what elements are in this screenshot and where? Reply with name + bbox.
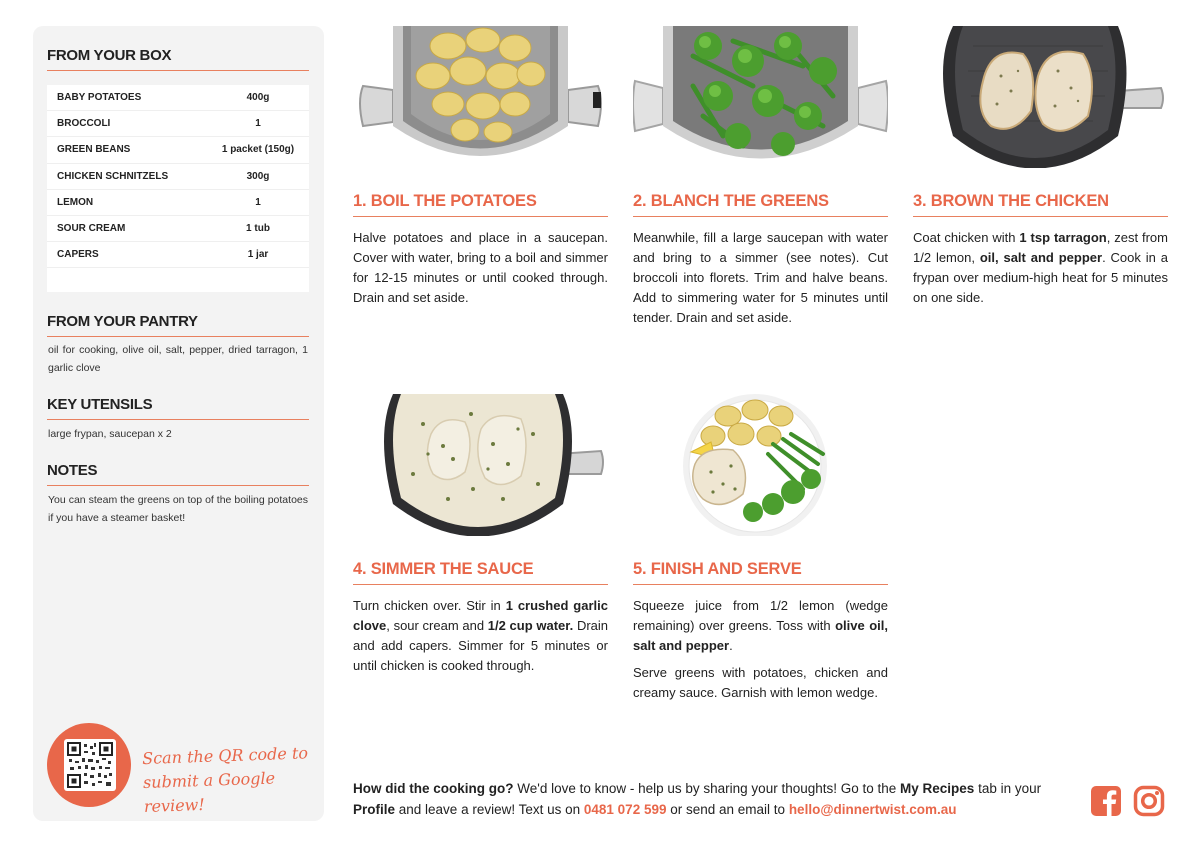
bold-text: oil, salt and pepper	[979, 250, 1103, 265]
pantry-heading-rule	[47, 336, 309, 337]
step-1-body	[353, 228, 608, 308]
step-4-image	[353, 394, 608, 536]
body-text: Turn chicken over. Stir in	[353, 598, 506, 613]
step-2-rule	[633, 216, 888, 217]
ingredient-name: BABY POTATOES	[57, 92, 142, 104]
box-heading-rule	[47, 70, 309, 71]
ingredient-qty: 400g	[246, 92, 270, 104]
step-1-image	[353, 26, 608, 168]
ingredient-row	[47, 190, 309, 216]
body-text: Drain and add capers. Simmer for 5 minutes or until chicken is cooked through.	[353, 618, 609, 673]
bold-text: How did the cooking go?	[353, 781, 514, 796]
body-text: tab in your	[974, 781, 1042, 796]
ingredient-name: SOUR CREAM	[57, 223, 126, 235]
step-5-image	[633, 394, 888, 536]
ingredient-qty: 1 jar	[247, 249, 269, 261]
step-2-body	[633, 228, 888, 328]
step-3-image	[913, 26, 1168, 168]
body-text: Serve greens with potatoes, chicken and creamy sauce. Garnish with lemon wedge.	[633, 665, 888, 700]
body-text: , zest from 1/2 lemon,	[913, 230, 1168, 265]
pantry-heading: FROM YOUR PANTRY	[47, 313, 198, 330]
bold-text: 1 tsp tarragon	[1019, 230, 1107, 245]
sidebar	[33, 26, 324, 821]
step-2-image	[633, 26, 888, 168]
step-1-rule	[353, 216, 608, 217]
body-text: Meanwhile, fill a large saucepan with water and bring to a simmer (see notes). Cut broccoli into florets. Trim and halve beans. Add to simmering water for 5 minutes until tender. Drain and set aside.	[633, 230, 888, 325]
step-5-body	[633, 596, 888, 703]
qr-caption-line1: Scan the QR code to	[141, 743, 309, 769]
body-text: .	[729, 638, 733, 653]
bold-text: 1/2 cup water.	[487, 618, 574, 633]
step-2-title: 2. BLANCH THE GREENS	[633, 192, 829, 210]
feedback-footer	[353, 778, 1073, 820]
bold-text: olive oil, salt and pepper	[633, 618, 888, 653]
step-paragraph	[633, 228, 888, 328]
facebook-icon[interactable]	[1090, 785, 1122, 817]
body-text: and leave a review! Text us on	[395, 802, 584, 817]
step-4-body	[353, 596, 608, 676]
qr-code[interactable]	[64, 739, 116, 791]
body-text: Halve potatoes and place in a saucepan. Cover with water, bring to a boil and simmer for 12-15 minutes or until cooked through. Drain and set aside.	[353, 230, 608, 305]
ingredient-row	[47, 111, 309, 137]
qr-caption-line2: submit a Google review!	[142, 768, 276, 817]
contact-link[interactable]: hello@dinnertwist.com.au	[788, 802, 957, 817]
ingredient-qty: 1 tub	[246, 223, 270, 235]
step-4-title: 4. SIMMER THE SAUCE	[353, 560, 534, 578]
body-text: Squeeze juice from 1/2 lemon (wedge remaining) over greens. Toss with	[633, 598, 888, 633]
ingredient-row	[47, 164, 309, 190]
contact-link[interactable]: 0481 072 599	[583, 802, 667, 817]
ingredient-row	[47, 137, 309, 163]
body-text: We'd love to know - help us by sharing your thoughts! Go to the	[513, 781, 901, 796]
ingredient-row	[47, 242, 309, 268]
body-text: . Cook in a frypan over medium-high heat for 5 minutes on one side.	[913, 250, 1168, 305]
box-ingredients-table	[47, 85, 309, 292]
pantry-text: oil for cooking, olive oil, salt, pepper, dried tarragon, 1 garlic clove	[48, 344, 308, 374]
step-paragraph	[913, 228, 1168, 308]
ingredient-qty: 300g	[246, 170, 270, 182]
notes-heading-rule	[47, 485, 309, 486]
ingredient-name: BROCCOLI	[57, 118, 111, 130]
step-3-title: 3. BROWN THE CHICKEN	[913, 192, 1109, 210]
step-paragraph	[353, 228, 608, 308]
ingredient-name: CHICKEN SCHNITZELS	[57, 170, 169, 182]
step-1-title: 1. BOIL THE POTATOES	[353, 192, 537, 210]
ingredient-name: LEMON	[57, 196, 94, 208]
ingredient-qty: 1 packet (150g)	[221, 144, 295, 156]
bold-text: My Recipes	[900, 781, 975, 796]
utensils-heading-rule	[47, 419, 309, 420]
step-paragraph	[633, 663, 888, 703]
bold-text: Profile	[353, 802, 396, 817]
step-3-body	[913, 228, 1168, 308]
step-paragraph	[353, 596, 608, 676]
ingredient-row-empty	[47, 268, 309, 292]
notes-heading: NOTES	[47, 462, 98, 479]
utensils-text: large frypan, saucepan x 2	[48, 428, 172, 440]
utensils-heading: KEY UTENSILS	[47, 396, 153, 413]
step-3-rule	[913, 216, 1168, 217]
step-5-title: 5. FINISH AND SERVE	[633, 560, 802, 578]
step-paragraph	[633, 596, 888, 656]
ingredient-qty: 1	[255, 196, 261, 208]
ingredient-qty: 1	[255, 118, 261, 130]
qr-badge	[47, 723, 131, 807]
box-heading: FROM YOUR BOX	[47, 47, 172, 64]
body-text: , sour cream and	[386, 618, 488, 633]
ingredient-row	[47, 85, 309, 111]
instagram-icon[interactable]	[1133, 785, 1165, 817]
step-5-rule	[633, 584, 888, 585]
ingredient-name: GREEN BEANS	[57, 144, 131, 156]
bold-text: 1 crushed garlic clove	[353, 598, 608, 633]
notes-text: You can steam the greens on top of the boiling potatoes if you have a steamer basket!	[48, 494, 308, 524]
step-4-rule	[353, 584, 608, 585]
body-text: or send an email to	[666, 802, 789, 817]
qr-caption	[142, 741, 319, 819]
body-text: Coat chicken with	[913, 230, 1020, 245]
ingredient-row	[47, 216, 309, 242]
ingredient-name: CAPERS	[57, 249, 99, 261]
